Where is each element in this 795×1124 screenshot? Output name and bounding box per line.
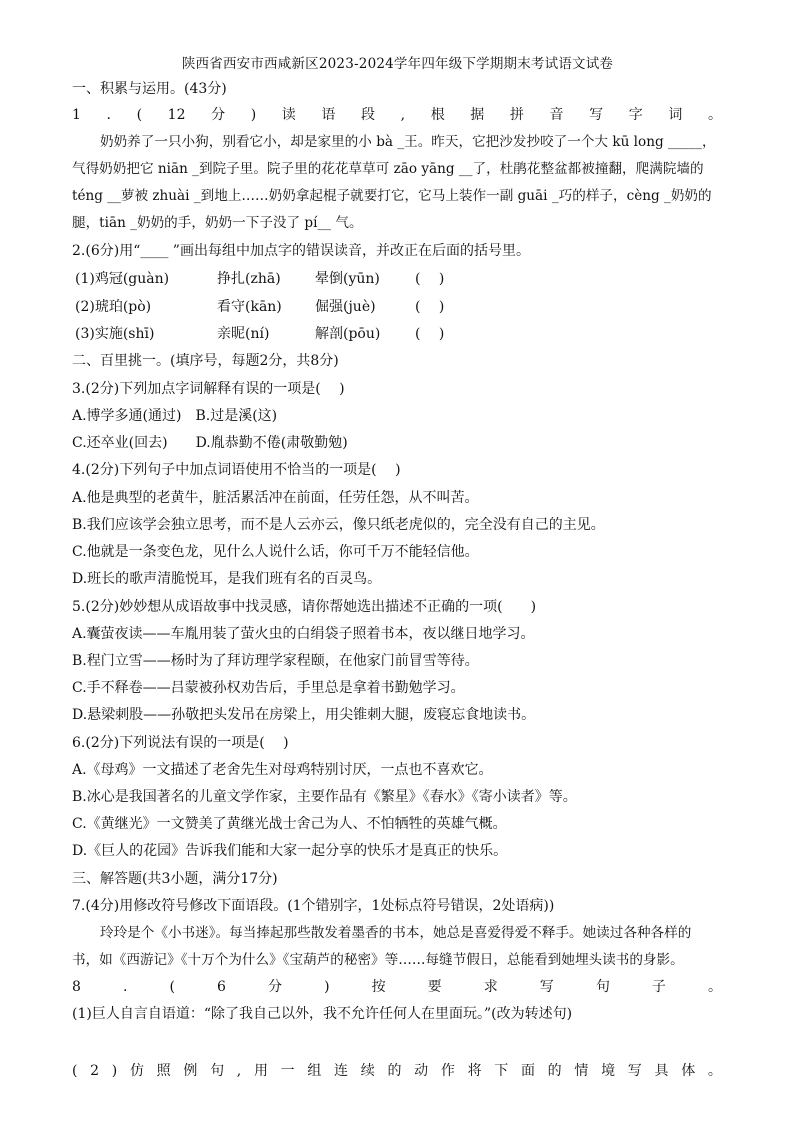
q6-option: B.冰心是我国著名的儿童文学作家，主要作品有《繁星》《春水》《寄小读者》等。 <box>72 789 577 805</box>
q1-stem-char: 分 <box>211 107 226 123</box>
q8-stem <box>72 976 722 998</box>
q8-sub2-char: 续 <box>360 1063 375 1079</box>
q8-sub2-char: ) <box>111 1063 118 1079</box>
q8-sub2-char: , <box>236 1063 242 1079</box>
q7-stem: 7.(4分)用修改符号修改下面语段。(1个错别字，1处标点符号错误，2处语病)) <box>72 898 555 914</box>
q1-stem-char: 字 <box>628 107 643 123</box>
section-3-heading: 三、解答题(共3小题，满分17分) <box>72 871 278 887</box>
q1-stem-char: 词 <box>668 107 683 123</box>
q8-subquestion-2 <box>72 1060 722 1082</box>
q8-stem-char: 写 <box>539 979 554 995</box>
q4-option: C.他就是一条变色龙，见什么人说什么话，你可千万不能轻信他。 <box>72 544 479 560</box>
q8-sub2-char: 连 <box>334 1063 349 1079</box>
q1-stem-char: . <box>106 107 111 123</box>
q7-passage-line: 玲玲是个《小书迷》。每当捧起那些散发着墨香的书本，她总是喜爱得爱不释手。她读过各种各样的 <box>100 925 692 941</box>
q1-stem-char: 1 <box>72 107 81 123</box>
q1-stem-char: 据 <box>470 107 485 123</box>
q8-sub2-char: 具 <box>654 1063 669 1079</box>
q2-item: (3)实施(shī) <box>75 326 155 342</box>
q5-stem: 5.(2分)妙妙想从成语故事中找灵感，请你帮她选出描述不正确的一项( ) <box>72 599 537 615</box>
q8-sub2-char: 下 <box>494 1063 509 1079</box>
q2-answer-blank[interactable]: ( ) <box>415 326 445 342</box>
q8-stem-char: 要 <box>427 979 442 995</box>
q8-sub2-char: 动 <box>414 1063 429 1079</box>
q8-sub2-char: 境 <box>601 1063 616 1079</box>
q6-option: A.《母鸡》一文描述了老舍先生对母鸡特别讨厌，一点也不喜欢它。 <box>72 762 493 778</box>
q3-option: A.博学多通(通过) B.过是溪(这) <box>72 408 278 424</box>
q2-answer-blank[interactable]: ( ) <box>415 299 445 315</box>
q1-passage-line: téng __萝被 zhuài _到地上……奶奶拿起棍子就要打它，它马上装作一副 guāi _巧的样子，cèng _奶奶的 <box>72 188 712 204</box>
q8-sub2-char: 句 <box>210 1063 225 1079</box>
q1-stem-char: 段 <box>361 107 376 123</box>
q2-item: 倔强(juè) <box>315 299 376 315</box>
q8-stem-char: 6 <box>217 979 226 995</box>
q5-option: B.程门立雪——杨时为了拜访理学家程颐，在他家门前冒雪等待。 <box>72 653 479 669</box>
q4-option: B.我们应该学会独立思考，而不是人云亦云，像只纸老虎似的，完全没有自己的主见。 <box>72 517 605 533</box>
section-1-heading: 一、积累与运用。(43分) <box>72 81 227 97</box>
q2-item: 亲昵(ní) <box>217 326 270 342</box>
q4-stem: 4.(2分)下列句子中加点词语使用不恰当的一项是( ) <box>72 462 401 478</box>
q8-sub2-char: 情 <box>574 1063 589 1079</box>
q1-passage-line: 腿，tiān _奶奶的手，奶奶一下子没了 pí__ 气。 <box>72 215 363 231</box>
q8-stem-char: 句 <box>595 979 610 995</box>
q8-sub2-char: 的 <box>387 1063 402 1079</box>
q8-sub2-char: 一 <box>280 1063 295 1079</box>
q8-sub2-char: 照 <box>156 1063 171 1079</box>
q4-option: A.他是典型的老黄牛，脏活累活冲在前面，任劳任怨，从不叫苦。 <box>72 490 479 506</box>
q1-stem <box>72 104 722 126</box>
exam-title: 陕西省西安市西咸新区2023-2024学年四年级下学期期末考试语文试卷 <box>181 56 614 72</box>
q6-stem: 6.(2分)下列说法有误的一项是( ) <box>72 735 289 751</box>
section-2-heading: 二、百里挑一。(填序号，每题2分，共8分) <box>72 353 339 369</box>
q8-sub2-char: 。 <box>707 1063 722 1079</box>
q8-stem-char: 8 <box>72 979 81 995</box>
q1-passage-line: 气得奶奶把它 niān _到院子里。院子里的花花草草可 zāo yāng __了，杜鹃花整盆都被撞翻，爬满院墙的 <box>72 161 704 177</box>
q1-stem-char: 12 <box>167 107 186 123</box>
q2-item: 解剖(pōu) <box>315 326 381 342</box>
q8-subquestion-1: (1)巨人自言自语道：“除了我自己以外，我不允许任何人在里面玩。”(改为转述句) <box>72 1006 573 1022</box>
q2-stem: 2.(6分)用“____ ”画出每组中加点字的错误读音，并改正在后面的括号里。 <box>72 243 530 259</box>
q1-stem-char: 。 <box>707 107 722 123</box>
q8-stem-char: 求 <box>483 979 498 995</box>
q1-stem-char: ) <box>250 107 257 123</box>
q2-item: 挣扎(zhā) <box>217 271 281 287</box>
q1-stem-char: 音 <box>549 107 564 123</box>
q1-stem-char: ( <box>136 107 143 123</box>
q8-stem-char: ( <box>169 979 175 995</box>
q1-stem-char: 读 <box>281 107 296 123</box>
q3-stem: 3.(2分)下列加点字词解释有误的一项是( ) <box>72 381 345 397</box>
q1-stem-char: , <box>400 107 406 123</box>
q8-sub2-char: 组 <box>307 1063 322 1079</box>
q2-item: 晕倒(yūn) <box>315 271 380 287</box>
q1-stem-char: 根 <box>430 107 445 123</box>
q8-sub2-char: 面 <box>520 1063 535 1079</box>
q8-sub2-char: 体 <box>681 1063 696 1079</box>
q8-stem-char: 按 <box>371 979 386 995</box>
q1-stem-char: 写 <box>589 107 604 123</box>
q8-sub2-char: ( <box>72 1063 78 1079</box>
q1-stem-char: 语 <box>321 107 336 123</box>
q6-option: D.《巨人的花园》告诉我们能和大家一起分享的快乐才是真正的快乐。 <box>72 843 508 859</box>
q8-sub2-char: 作 <box>440 1063 455 1079</box>
q2-item: (1)鸡冠(guàn) <box>75 271 170 287</box>
q8-stem-char: . <box>122 979 128 995</box>
q8-stem-char: ) <box>324 979 330 995</box>
q8-stem-char: 。 <box>707 979 722 995</box>
q8-sub2-char: 例 <box>183 1063 198 1079</box>
q3-option: C.还卒业(回去) D.胤恭勤不倦(肃敬勤勉) <box>72 435 348 451</box>
q5-option: D.悬梁刺股——孙敬把头发吊在房梁上，用尖锥刺大腿，废寝忘食地读书。 <box>72 707 536 723</box>
q6-option: C.《黄继光》一文赞美了黄继光战士舍己为人、不怕牺牲的英雄气概。 <box>72 816 507 832</box>
q5-option: A.囊萤夜读——车胤用装了萤火虫的白绢袋子照着书本，夜以继日地学习。 <box>72 626 535 642</box>
q8-stem-char: 分 <box>268 979 283 995</box>
q2-item: 看守(kān) <box>217 299 282 315</box>
q5-option: C.手不释卷——吕蒙被孙权劝告后，手里总是拿着书勤勉学习。 <box>72 680 465 696</box>
q2-answer-blank[interactable]: ( ) <box>415 271 445 287</box>
q8-sub2-char: 将 <box>467 1063 482 1079</box>
q2-item: (2)琥珀(pò) <box>75 299 152 315</box>
q4-option: D.班长的歌声清脆悦耳，是我们班有名的百灵鸟。 <box>72 571 382 587</box>
q8-sub2-char: 写 <box>627 1063 642 1079</box>
q8-sub2-char: 2 <box>90 1063 100 1079</box>
q8-stem-char: 子 <box>651 979 666 995</box>
q8-sub2-char: 的 <box>547 1063 562 1079</box>
q1-stem-char: 拼 <box>509 107 524 123</box>
q8-sub2-char: 仿 <box>129 1063 144 1079</box>
q1-passage-line: 奶奶养了一只小狗，别看它小，却是家里的小 bà _王。昨天，它把沙发抄咬了一个大 kū long _____， <box>100 134 716 150</box>
q8-sub2-char: 用 <box>253 1063 268 1079</box>
q7-passage-line: 书，如《西游记》《十万个为什么》《宝葫芦的秘密》等……每缝节假日，总能看到她埋头读书的身影。 <box>72 952 684 968</box>
